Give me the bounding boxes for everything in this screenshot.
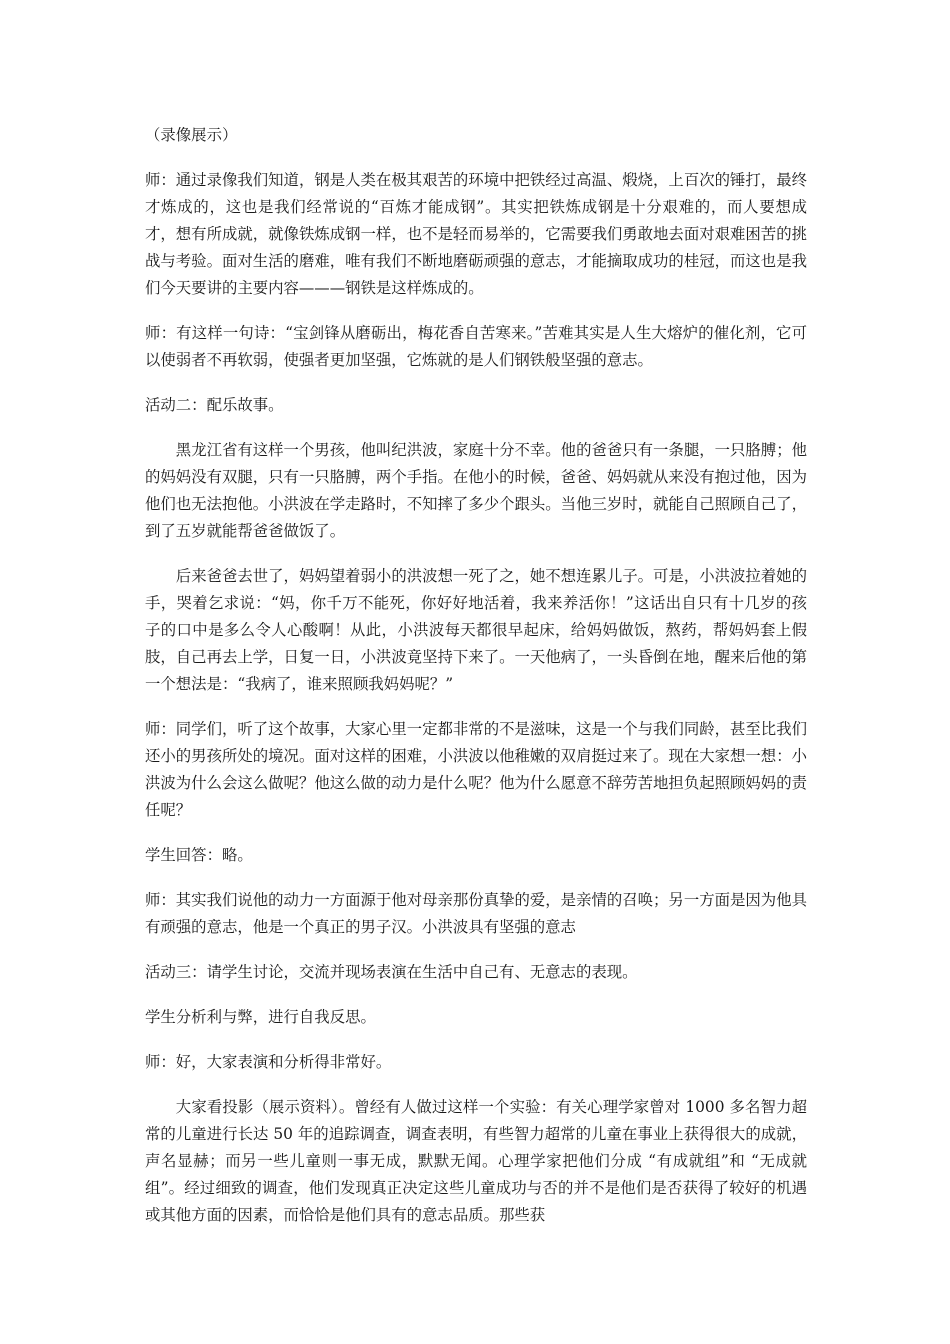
paragraph-teacher-praise: 师：好，大家表演和分析得非常好。 [145, 1053, 392, 1071]
paragraph-teacher-explanation: 师：其实我们说他的动力一方面源于他对母亲那份真挚的爱，是亲情的召唤；另一方面是因为他具有顽强的意志，他是一个真正的男子汉。小洪波具有坚强的意志 [145, 891, 807, 936]
document-body [145, 122, 807, 1247]
paragraph-teacher-intro: 师：通过录像我们知道，钢是人类在极其艰苦的环境中把铁经过高温、煅烧，上百次的锤打，最终才炼成的，这也是我们经常说的“百炼才能成钢”。其实把铁炼成钢是十分艰难的，而人要想成才，想有所成就，就像铁炼成钢一样，也不是轻而易举的，它需要我们勇敢地去面对艰难困苦的挑战与考验。面对生活的磨难，唯有我们不断地磨砺顽强的意志，才能摘取成功的桂冠，而这也是我们今天要讲的主要内容———钢铁是这样炼成的。 [145, 171, 807, 297]
paragraph-activity-three: 活动三：请学生讨论，交流并现场表演在生活中自己有、无意志的表现。 [145, 963, 638, 981]
paragraph-student-answer: 学生回答：略。 [145, 846, 253, 864]
paragraph-activity-two: 活动二：配乐故事。 [145, 396, 284, 414]
paragraph-experiment: 大家看投影（展示资料）。曾经有人做过这样一个实验：有关心理学家曾对 1000 多名智力超常的儿童进行长达 50 年的追踪调查，调查表明，有些智力超常的儿童在事业上获得很大的成就，声名显赫；而另一些儿童则一事无成，默默无闻。心理学家把他们分成 “有成就组”和 “无成就组”。经过细致的调查，他们发现真正决定这些儿童成功与否的并不是他们是否获得了较好的机遇或其他方面的因素，而恰恰是他们具有的意志品质。那些获 [145, 1098, 807, 1224]
paragraph-story-part-two: 后来爸爸去世了，妈妈望着弱小的洪波想一死了之，她不想连累儿子。可是，小洪波拉着她的手，哭着乞求说：“妈，你千万不能死，你好好地活着，我来养活你！”这话出自只有十几岁的孩子的口中是多么令人心酸啊！从此，小洪波每天都很早起床，给妈妈做饭，熬药，帮妈妈套上假肢，自己再去上学，日复一日，小洪波竟坚持下来了。一天他病了，一头昏倒在地，醒来后他的第一个想法是：“我病了，谁来照顾我妈妈呢？” [145, 567, 807, 693]
paragraph-video-display: （录像展示） [145, 126, 238, 144]
paragraph-teacher-question: 师：同学们，听了这个故事，大家心里一定都非常的不是滋味，这是一个与我们同龄，甚至比我们还小的男孩所处的境况。面对这样的困难，小洪波以他稚嫩的双肩挺过来了。现在大家想一想：小洪波为什么会这么做呢？他这么做的动力是什么呢？他为什么愿意不辞劳苦地担负起照顾妈妈的责任呢？ [145, 720, 807, 819]
paragraph-teacher-poem: 师：有这样一句诗：“宝剑锋从磨砺出，梅花香自苦寒来。”苦难其实是人生大熔炉的催化剂，它可以使弱者不再软弱，使强者更加坚强，它炼就的是人们钢铁般坚强的意志。 [145, 324, 807, 369]
paragraph-story-part-one: 黑龙江省有这样一个男孩，他叫纪洪波，家庭十分不幸。他的爸爸只有一条腿，一只胳膊；他的妈妈没有双腿，只有一只胳膊，两个手指。在他小的时候，爸爸、妈妈就从来没有抱过他，因为他们也无法抱他。小洪波在学走路时，不知摔了多少个跟头。当他三岁时，就能自己照顾自己了，到了五岁就能帮爸爸做饭了。 [145, 441, 807, 540]
paragraph-student-analysis: 学生分析利与弊，进行自我反思。 [145, 1008, 376, 1026]
